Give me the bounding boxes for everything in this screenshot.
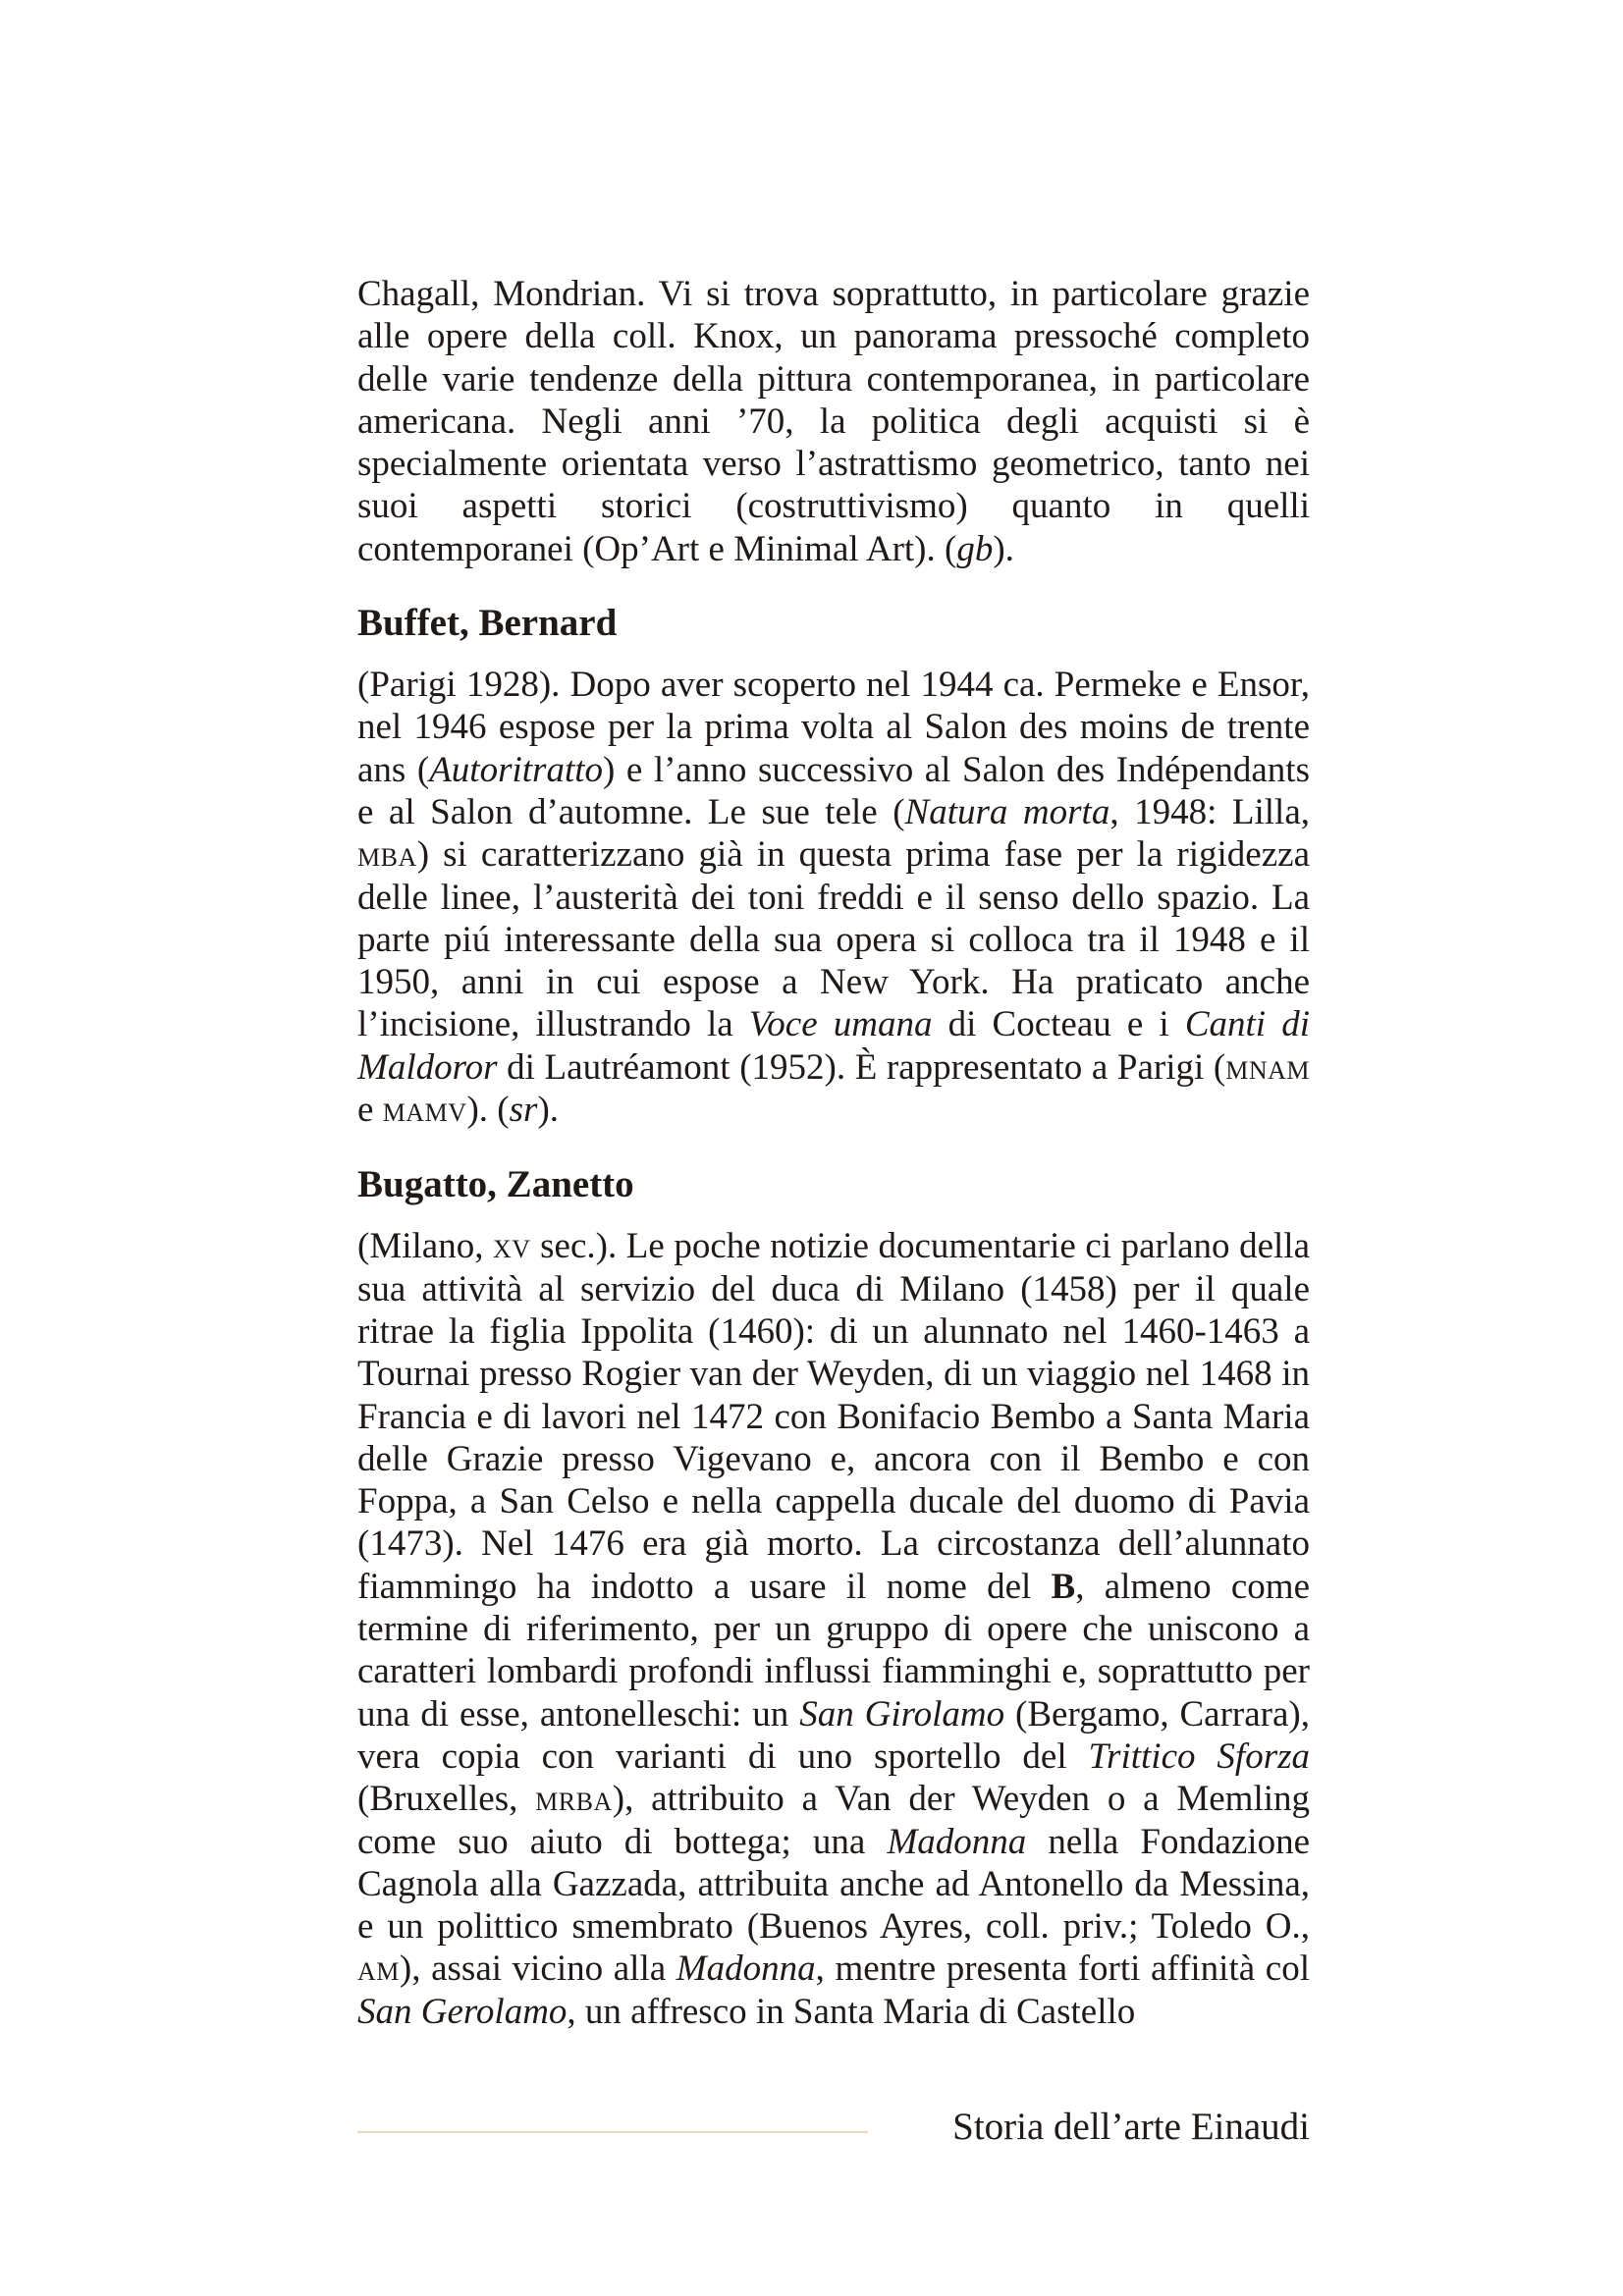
text-run: (Bergamo, Carrara), vera copia con varianti di uno sportello del: [357, 1693, 1310, 1777]
text-run: ) e l’anno successivo al Salon des Indépendants e al Salon d’automne. Le sue tele (: [357, 749, 1310, 832]
small-caps-abbreviation: mamv: [382, 1090, 467, 1131]
text-run: ) si caratterizzano già in questa prima fase per la rigidezza delle linee, l’austerità dei toni freddi e il senso dello spazio. La parte piú interessante della sua opera si colloca tra il 1948 e il 1950, anni in cui espose a New York. Ha praticato anche l’incisione, illustrando la: [357, 834, 1310, 1045]
text-run: ), attribuito a Van der Weyden o a Memling come suo aiuto di bottega; una: [357, 1779, 1310, 1862]
italic-text: Canti di Maldoror: [357, 1004, 1310, 1088]
italic-text: Autoritratto: [429, 749, 604, 790]
entry-body-buffet: [357, 664, 1310, 1131]
text-run: Chagall, Mondrian. Vi si trova soprattutto, in particolare grazie alle opere della coll. Knox, un panorama pressoché completo delle varie tendenze della pittura contemporanea, in particolare americana. Negli anni ’70, la politica degli acquisti si è specialmente orientata verso l’astrattismo geometrico, tanto nei suoi aspetti storici (costruttivismo) quanto in quelli contemporanei (Op’Art e Minimal Art). (: [357, 274, 1310, 569]
text-run: di Lautréamont (1952). È rappresentato a Parigi (: [497, 1046, 1226, 1088]
text-run: (Parigi 1928). Dopo aver scoperto nel 1944 ca. Permeke e Ensor, nel 1946 espose per la prima volta al Salon des moins de trente ans (: [357, 665, 1310, 790]
footer-title: Storia dell’arte Einaudi: [952, 2106, 1310, 2148]
small-caps-abbreviation: am: [357, 1949, 400, 1990]
text-run: ), assai vicino alla: [399, 1949, 676, 1990]
text-run: nella Fondazione Cagnola alla Gazzada, attribuita anche ad Antonello da Messina, e un polittico smembrato (Buenos Ayres, coll. priv.; Toledo O.,: [357, 1821, 1310, 1948]
text-run: , mentre presenta forti affinità col: [815, 1949, 1310, 1990]
italic-text: sr: [509, 1090, 538, 1131]
entry-body-bugatto: [357, 1225, 1310, 2033]
text-run: ).: [993, 528, 1014, 569]
text-run: ).: [537, 1090, 560, 1131]
small-caps-abbreviation: mnam: [1225, 1046, 1310, 1088]
italic-text: San Gerolamo: [357, 1991, 568, 2032]
italic-text: San Girolamo: [799, 1693, 1005, 1735]
footer-rule: [357, 2131, 868, 2133]
bold-text: B: [1051, 1566, 1076, 1607]
italic-text: Trittico Sforza: [1088, 1735, 1310, 1777]
text-run: (Milano,: [357, 1226, 494, 1267]
text-run: , almeno come termine di riferimento, per un gruppo di opere che uniscono a caratteri lombardi profondi influssi fiamminghi e, soprattutto per una di esse, antonelleschi: un: [357, 1566, 1311, 1735]
text-run: , 1948: Lilla,: [1109, 791, 1310, 832]
small-caps-abbreviation: mrba: [535, 1779, 613, 1820]
small-caps-abbreviation: xv: [493, 1226, 531, 1267]
text-run: e: [357, 1090, 383, 1131]
italic-text: Natura morta: [904, 791, 1110, 832]
italic-text: gb: [956, 528, 994, 569]
italic-text: Voce umana: [748, 1004, 933, 1045]
intro-paragraph: [357, 273, 1310, 570]
text-run: ). (: [466, 1090, 510, 1131]
text-run: di Cocteau e i: [932, 1004, 1185, 1045]
text-run: (Bruxelles,: [357, 1779, 536, 1820]
text-run: sec.). Le poche notizie documentarie ci parlano della sua attività al servizio del duca di Milano (1458) per il quale ritrae la figlia Ippolita (1460): di un alunnato nel 1460-1463 a Tournai presso Rogier van der Weyden, di un viaggio nel 1468 in Francia e di lavori nel 1472 con Bonifacio Bembo a Santa Maria delle Grazie presso Vigevano e, ancora con il Bembo e con Foppa, a San Celso e nella cappella ducale del duomo di Pavia (1473). Nel 1476 era già morto. La circostanza dell’alunnato fiammingo ha indotto a usare il nome del: [357, 1226, 1311, 1607]
page-text: [357, 273, 1310, 2033]
text-run: , un affresco in Santa Maria di Castello: [567, 1991, 1136, 2032]
entry-heading-bugatto: Bugatto, Zanetto: [357, 1163, 634, 1206]
italic-text: Madonna: [887, 1821, 1027, 1862]
small-caps-abbreviation: mba: [357, 834, 417, 876]
entry-heading-buffet: Buffet, Bernard: [357, 602, 618, 645]
italic-text: Madonna: [676, 1949, 816, 1990]
